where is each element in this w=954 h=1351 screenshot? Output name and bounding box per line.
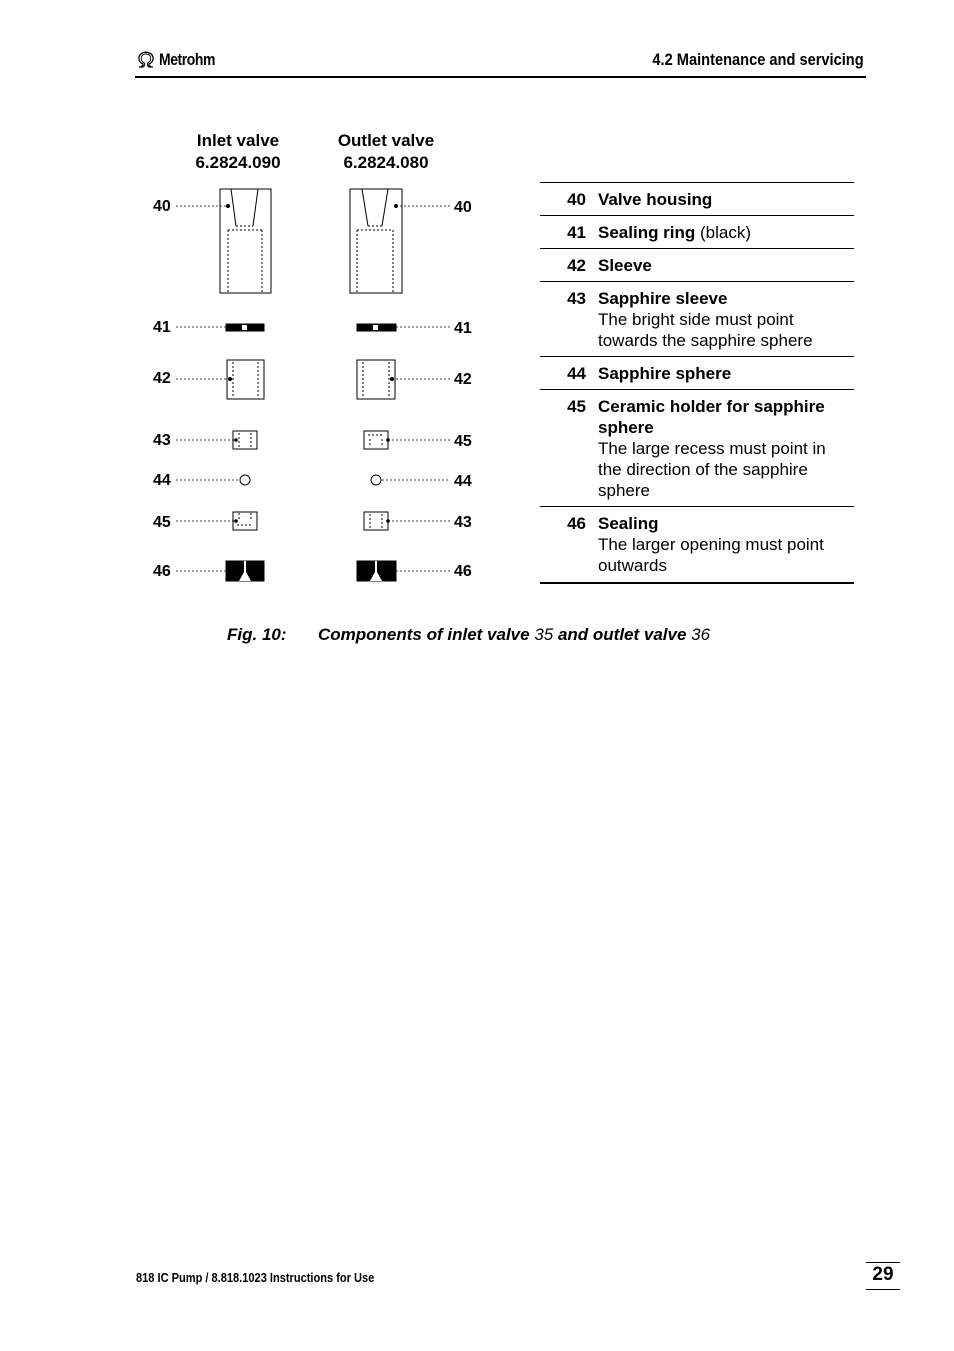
legend-title: Sapphire sleeve	[598, 289, 728, 308]
inlet-sleeve	[227, 360, 264, 399]
footer-document-title: 818 IC Pump / 8.818.1023 Instructions for Use	[136, 1270, 375, 1285]
outlet-label-40: 40	[454, 199, 472, 216]
legend-title: Ceramic holder for sapphire sphere	[598, 397, 825, 437]
inlet-label-40: 40	[153, 198, 171, 215]
outlet-sleeve	[357, 360, 395, 399]
legend-number: 40	[567, 190, 586, 209]
legend-title: Sapphire sphere	[598, 364, 732, 383]
legend-number: 43	[567, 289, 586, 308]
inlet-label-45: 45	[153, 514, 171, 531]
legend-description: The large recess must point in the direction of the sapphire sphere	[598, 439, 826, 500]
legend-title: Sealing	[598, 514, 659, 533]
outlet-label-42: 42	[454, 371, 472, 388]
inlet-label-43: 43	[153, 432, 171, 449]
inlet-valve-title: Inlet valve	[196, 131, 280, 150]
legend-row	[540, 183, 854, 216]
inlet-sapphire-sleeve	[233, 431, 257, 449]
brand-name: Metrohm	[159, 50, 215, 69]
legend-row	[540, 357, 854, 390]
outlet-ceramic-holder	[364, 431, 389, 449]
legend-number: 41	[567, 223, 586, 242]
caption-ref-inlet: 35	[534, 625, 554, 644]
legend-title: Sealing ring	[598, 223, 696, 242]
inlet-label-41: 41	[153, 319, 171, 336]
inlet-sapphire-sphere	[240, 475, 250, 485]
legend-title: Valve housing	[598, 190, 713, 209]
inlet-label-46: 46	[153, 563, 171, 580]
legend-number: 42	[567, 256, 586, 275]
caption-ref-outlet: 36	[691, 625, 711, 644]
legend-description: The bright side must point towards the sapphire sphere	[598, 310, 813, 350]
section-title: 4.2 Maintenance and servicing	[652, 50, 864, 69]
outlet-valve-title: Outlet valve	[337, 131, 435, 150]
inlet-label-44: 44	[153, 472, 171, 489]
legend-description: The larger opening must point outwards	[598, 535, 824, 575]
legend-number: 45	[567, 397, 586, 416]
legend-row	[540, 282, 854, 357]
outlet-sapphire-sleeve	[364, 512, 389, 530]
caption-text-b: and outlet valve	[553, 625, 692, 644]
inlet-valve-code: 6.2824.090	[195, 153, 281, 172]
inlet-ceramic-holder	[233, 512, 257, 530]
omega-logo-icon	[136, 51, 156, 69]
leader-lines	[176, 206, 450, 571]
inlet-sealing	[226, 561, 264, 581]
outlet-sapphire-sphere	[371, 475, 381, 485]
outlet-sealing-ring	[357, 324, 396, 331]
legend-qualifier: (black)	[695, 223, 752, 242]
page-number: 29	[866, 1262, 900, 1290]
valve-components-diagram	[140, 180, 500, 600]
outlet-valve-heading	[306, 130, 466, 174]
component-legend	[540, 182, 854, 584]
legend-row	[540, 216, 854, 249]
inlet-label-42: 42	[153, 370, 171, 387]
outlet-label-43: 43	[454, 514, 472, 531]
legend-number: 44	[567, 364, 586, 383]
outlet-label-46: 46	[454, 563, 472, 580]
legend-number: 46	[567, 514, 586, 533]
outlet-label-45: 45	[454, 433, 472, 450]
outlet-sealing	[357, 561, 396, 581]
legend-row	[540, 507, 854, 582]
outlet-valve-code: 6.2824.080	[343, 153, 429, 172]
brand-logo	[136, 50, 227, 70]
outlet-valve-housing	[350, 189, 402, 293]
inlet-valve-housing	[220, 189, 271, 293]
outlet-label-44: 44	[454, 473, 472, 490]
figure-label: Fig. 10:	[227, 625, 287, 644]
legend-row	[540, 249, 854, 282]
legend-title: Sleeve	[598, 256, 652, 275]
caption-text-a: Components of inlet valve	[318, 625, 535, 644]
inlet-valve-heading	[158, 130, 318, 174]
figure-caption	[227, 625, 710, 645]
header-rule	[135, 76, 866, 78]
legend-row	[540, 390, 854, 507]
inlet-sealing-ring	[226, 324, 264, 331]
outlet-label-41: 41	[454, 320, 472, 337]
